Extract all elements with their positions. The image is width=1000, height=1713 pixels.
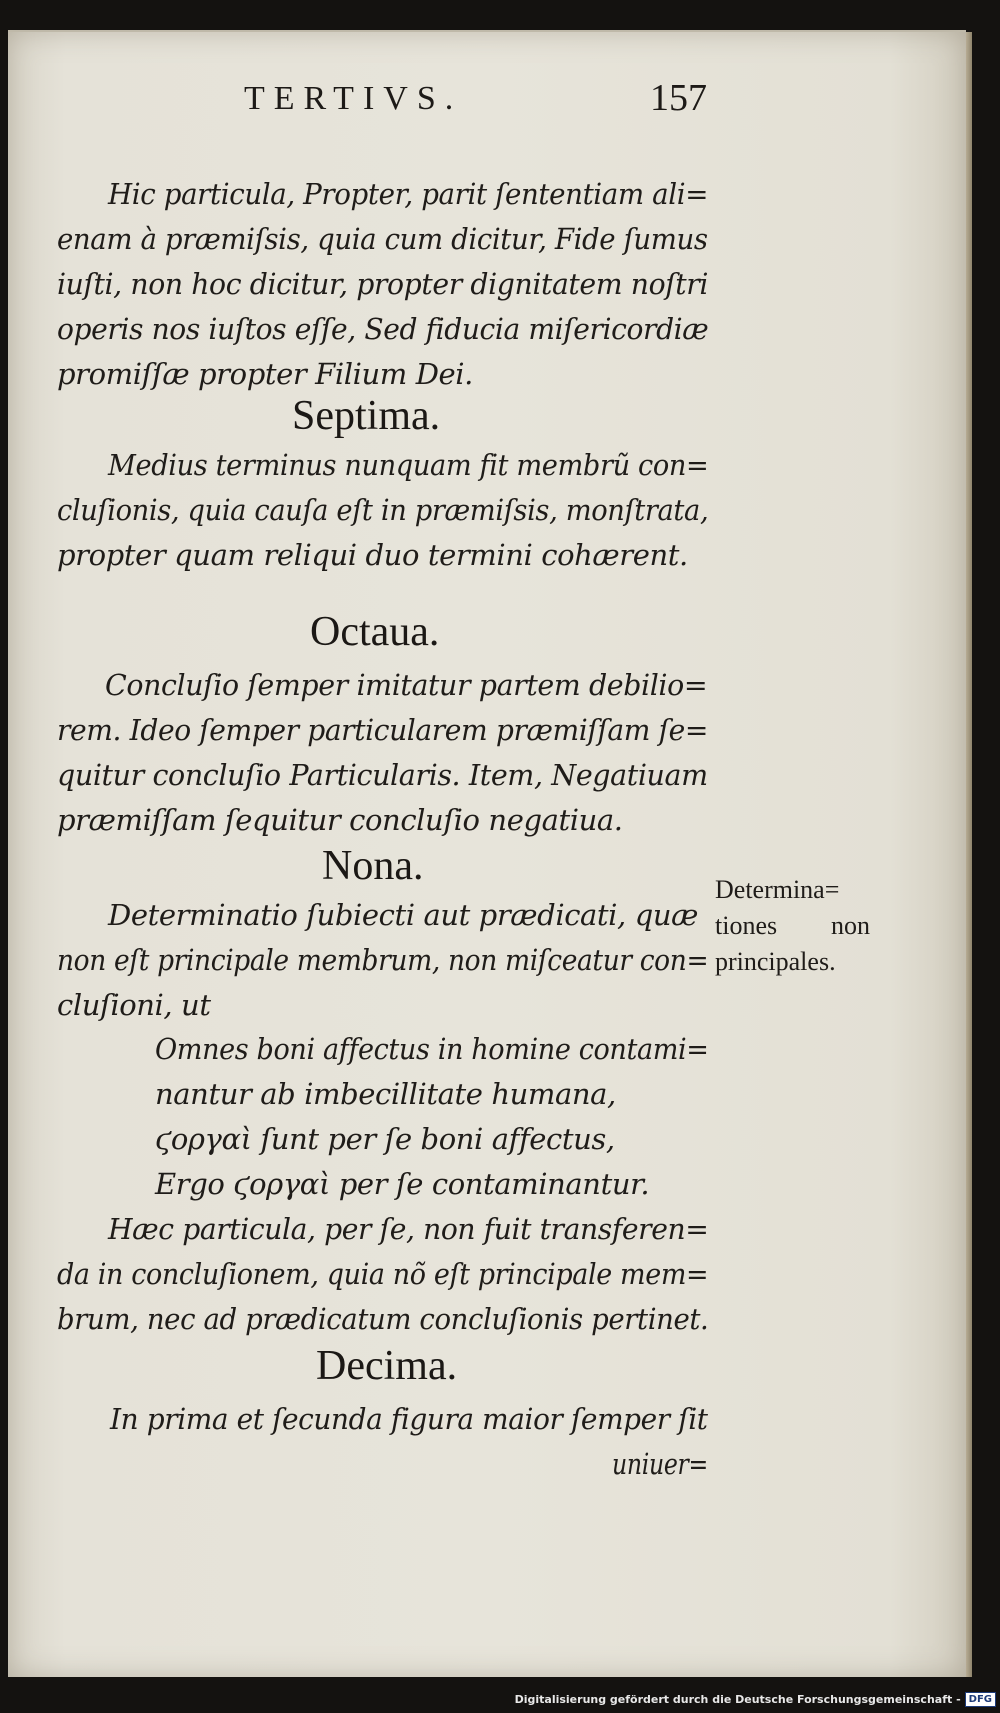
text-line: quitur concluſio Particularis. Item, Negatiuam <box>57 758 708 792</box>
margin-note-line: principales. <box>715 947 836 976</box>
catchword: uniuer= <box>612 1447 708 1481</box>
text-line: promiſſæ propter Filium Dei. <box>57 357 473 391</box>
text-line: enam à præmiſsis, quia cum dicitur, Fide ſumus <box>57 222 708 256</box>
text-line: rem. Ideo ſemper particularem præmiſſam ſe= <box>57 713 709 747</box>
section-heading-septima: Septima. <box>292 393 441 439</box>
section-heading-decima: Decima. <box>316 1343 458 1389</box>
page-edge <box>966 32 972 1677</box>
text-line: præmiſſam ſequitur concluſio negatiua. <box>57 803 623 837</box>
digitization-credit <box>515 1692 996 1707</box>
text-line: Medius terminus nunquam fit membrũ con= <box>108 448 709 482</box>
text-line: cluſioni, ut <box>57 988 211 1022</box>
page-number: 157 <box>650 77 707 119</box>
section-heading-nona: Nona. <box>322 843 424 889</box>
section-heading-octaua: Octaua. <box>310 609 440 655</box>
running-header: TERTIVS. <box>244 80 463 117</box>
margin-note-line <box>715 908 870 944</box>
text-line: da in concluſionem, quia nõ eſt principale mem= <box>57 1257 709 1291</box>
syllogism-line: Ergo ϛοργαὶ per ſe contaminantur. <box>155 1167 650 1201</box>
margin-note-word: non <box>831 911 870 940</box>
margin-note <box>715 872 875 980</box>
text-line: cluſionis, quia cauſa eſt in præmiſsis, monſtrata, <box>57 493 709 527</box>
syllogism-line: Omnes boni affectus in homine contami= <box>155 1032 709 1066</box>
text-line: non eſt principale membrum, non miſceatur con= <box>57 943 709 977</box>
margin-note-word: tiones <box>715 911 778 940</box>
text-line: In prima et ſecunda figura maior ſemper ſit <box>110 1402 708 1436</box>
show-through-decoration <box>760 160 910 220</box>
text-line: iuſti, non hoc dicitur, propter dignitatem noſtri <box>57 267 709 301</box>
credit-text: Digitalisierung gefördert durch die Deutsche Forschungsgemeinschaft - <box>514 1693 961 1706</box>
syllogism-line: ϛοργαὶ ſunt per ſe boni affectus, <box>155 1122 615 1156</box>
text-line: Concluſio ſemper imitatur partem debilio= <box>105 668 708 702</box>
dfg-logo: DFG <box>965 1692 996 1707</box>
margin-note-line: Determina= <box>715 875 840 904</box>
text-line: Hic particula, Propter, parit ſententiam ali= <box>108 177 708 211</box>
text-line: operis nos iuſtos eſſe, Sed fiducia miſericordiæ <box>57 312 709 346</box>
text-line: Hæc particula, per ſe, non fuit transferen= <box>108 1212 709 1246</box>
text-line: Determinatio ſubiecti aut prædicati, quæ <box>108 898 698 932</box>
text-line: brum, nec ad prædicatum concluſionis pertinet. <box>57 1302 709 1336</box>
syllogism-line: nantur ab imbecillitate humana, <box>155 1077 616 1111</box>
text-line: propter quam reliqui duo termini cohærent. <box>57 538 688 572</box>
